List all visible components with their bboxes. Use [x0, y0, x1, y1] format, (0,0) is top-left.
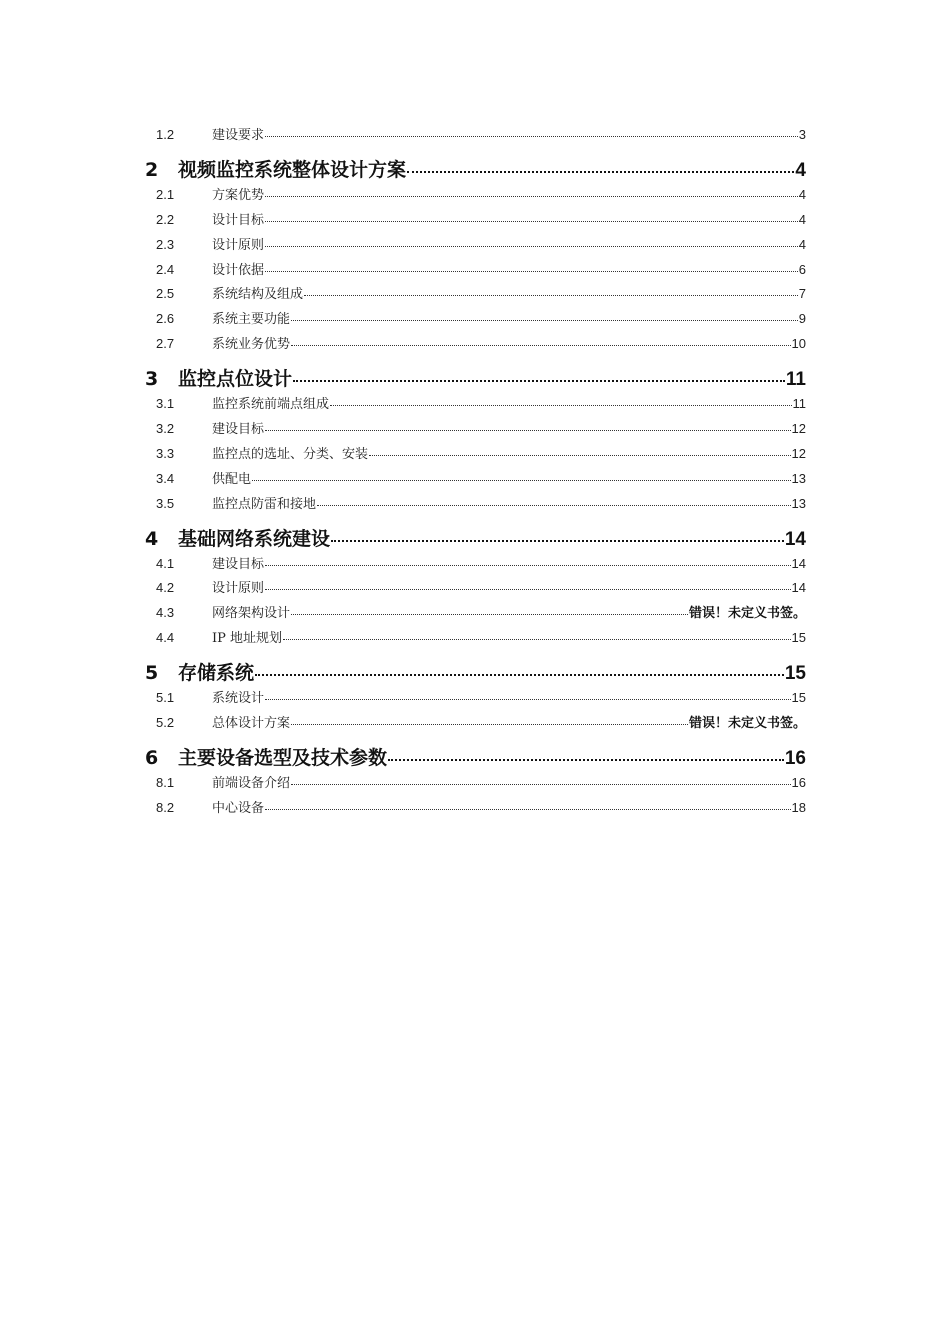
toc-page-number: 7	[798, 286, 806, 302]
toc-entry-number: 4.2	[156, 580, 175, 596]
toc-section-entry[interactable]	[145, 627, 806, 652]
toc-entry-number: 4.1	[156, 555, 175, 571]
toc-page-number: 15	[791, 630, 806, 646]
toc-section-entry[interactable]	[145, 797, 806, 822]
toc-page-number: 4	[798, 186, 806, 202]
toc-entry-title: 系统设计	[212, 691, 265, 707]
toc-entry-title: 网络架构设计	[212, 606, 291, 622]
toc-dot-leader	[407, 171, 794, 173]
toc-dot-leader	[265, 565, 791, 566]
toc-entry-number: 2.1	[156, 186, 175, 202]
toc-entry-number: 8.2	[156, 799, 175, 815]
toc-page-number: 12	[791, 421, 806, 437]
toc-dot-leader	[265, 589, 791, 590]
toc-dot-leader	[265, 809, 791, 810]
toc-entry-title: 设计依据	[212, 262, 265, 278]
toc-page-number: 4	[798, 211, 806, 227]
toc-dot-leader	[293, 380, 785, 382]
toc-entry-number: 4.4	[156, 630, 175, 646]
toc-entry-number: 2.5	[156, 286, 175, 302]
toc-dot-leader	[265, 136, 798, 137]
toc-bookmark-error: 错误！未定义书签。	[688, 716, 806, 732]
toc-entry-number: 2.4	[156, 261, 175, 277]
toc-page-number: 6	[798, 261, 806, 277]
toc-entry-number: 3.2	[156, 421, 175, 437]
table-of-contents	[145, 124, 806, 822]
toc-entry-number: 2.7	[156, 336, 175, 352]
toc-entry-number: 6	[145, 746, 159, 769]
toc-page-number: 3	[798, 127, 806, 142]
toc-entry-number: 5	[145, 662, 159, 685]
toc-page-number: 16	[791, 774, 806, 790]
toc-dot-leader	[291, 614, 688, 615]
toc-page-number: 4	[795, 159, 806, 181]
toc-entry-number: 3.3	[156, 445, 175, 461]
toc-dot-leader	[265, 699, 791, 700]
toc-page-number: 4	[798, 236, 806, 252]
toc-section-entry[interactable]	[145, 333, 806, 358]
toc-section-entry[interactable]	[145, 393, 806, 418]
toc-page-number: 15	[791, 690, 806, 706]
toc-entry-number: 3.1	[156, 396, 175, 412]
toc-entry-title: 监控点防雷和接地	[212, 496, 317, 512]
toc-page-number: 14	[791, 580, 806, 596]
toc-section-entry[interactable]	[145, 443, 806, 468]
toc-dot-leader	[291, 345, 791, 346]
toc-dot-leader	[331, 540, 784, 542]
toc-entry-title: 系统业务优势	[212, 337, 291, 353]
toc-entry-title: 视频监控系统整体设计方案	[178, 158, 407, 181]
toc-entry-number: 8.1	[156, 774, 175, 790]
toc-section-entry[interactable]	[145, 712, 806, 737]
toc-entry-title: 方案优势	[212, 187, 265, 203]
toc-entry-number: 3.4	[156, 470, 175, 486]
toc-page-number: 13	[791, 495, 806, 511]
toc-entry-number: 1.2	[156, 127, 175, 142]
toc-entry-title: 存储系统	[178, 662, 255, 685]
toc-section-entry[interactable]	[145, 283, 806, 308]
toc-section-entry[interactable]	[145, 184, 806, 209]
toc-page-number: 14	[784, 528, 806, 550]
toc-entry-number: 5.2	[156, 715, 175, 731]
toc-entry-number: 4	[145, 527, 159, 550]
toc-dot-leader	[283, 639, 791, 640]
toc-entry-title: 建设目标	[212, 556, 265, 572]
toc-dot-leader	[265, 430, 791, 431]
toc-section-entry[interactable]	[145, 418, 806, 443]
toc-entry-title: 主要设备选型及技术参数	[178, 746, 388, 769]
toc-page-number: 9	[798, 311, 806, 327]
toc-dot-leader	[304, 295, 798, 296]
toc-dot-leader	[265, 271, 798, 272]
toc-section-entry[interactable]	[145, 602, 806, 627]
toc-page-number: 15	[784, 663, 806, 685]
toc-section-entry[interactable]	[145, 772, 806, 797]
toc-entry-title: 设计目标	[212, 212, 265, 228]
toc-page-number: 11	[785, 369, 806, 391]
toc-dot-leader	[265, 246, 798, 247]
toc-entry-number: 2.2	[156, 211, 175, 227]
toc-entry-title: 建设要求	[212, 128, 265, 143]
toc-dot-leader	[317, 505, 791, 506]
toc-entry-title: 中心设备	[212, 800, 265, 816]
toc-entry-number: 4.3	[156, 605, 175, 621]
toc-dot-leader	[388, 759, 784, 761]
toc-entry-title: 前端设备介绍	[212, 775, 291, 791]
toc-page-number: 10	[791, 336, 806, 352]
toc-entry-title: 建设目标	[212, 422, 265, 438]
toc-entry-title: 总体设计方案	[212, 716, 291, 732]
toc-chapter-entry[interactable]	[145, 518, 806, 553]
toc-dot-leader	[369, 455, 791, 456]
toc-section-entry[interactable]	[145, 493, 806, 518]
toc-dot-leader	[330, 405, 791, 406]
toc-chapter-entry[interactable]	[145, 737, 806, 772]
toc-entry-title: 供配电	[212, 471, 252, 487]
toc-section-entry[interactable]	[145, 308, 806, 333]
toc-dot-leader	[265, 221, 798, 222]
toc-section-entry[interactable]	[145, 234, 806, 259]
toc-entry-number: 3.5	[156, 495, 175, 511]
toc-entry-title: 监控点位设计	[178, 368, 293, 391]
toc-dot-leader	[291, 784, 791, 785]
toc-bookmark-error: 错误！未定义书签。	[688, 606, 806, 622]
toc-entry-title: 系统主要功能	[212, 312, 291, 328]
toc-entry-title: 监控系统前端点组成	[212, 397, 330, 413]
toc-chapter-entry[interactable]	[145, 652, 806, 687]
toc-page-number: 16	[784, 747, 806, 769]
toc-section-entry[interactable]	[145, 124, 806, 149]
toc-section-entry[interactable]	[145, 687, 806, 712]
toc-entry-title: 设计原则	[212, 237, 265, 253]
toc-dot-leader	[265, 196, 798, 197]
toc-page-number: 14	[791, 555, 806, 571]
toc-section-entry[interactable]	[145, 553, 806, 578]
toc-dot-leader	[291, 320, 798, 321]
toc-entry-number: 5.1	[156, 690, 175, 706]
toc-entry-title: 系统结构及组成	[212, 287, 304, 303]
toc-page-number: 11	[792, 396, 806, 412]
toc-section-entry[interactable]	[145, 577, 806, 602]
toc-entry-number: 2	[145, 158, 159, 181]
toc-entry-title: 设计原则	[212, 581, 265, 597]
toc-page-number: 13	[791, 470, 806, 486]
toc-entry-number: 2.3	[156, 236, 175, 252]
toc-entry-number: 2.6	[156, 311, 175, 327]
toc-chapter-entry[interactable]	[145, 358, 806, 393]
toc-dot-leader	[255, 674, 784, 676]
toc-entry-title: 监控点的选址、分类、安装	[212, 446, 369, 462]
toc-page-number: 18	[791, 799, 806, 815]
toc-section-entry[interactable]	[145, 209, 806, 234]
toc-entry-title: 基础网络系统建设	[178, 527, 331, 550]
toc-dot-leader	[291, 724, 688, 725]
toc-chapter-entry[interactable]	[145, 149, 806, 184]
toc-section-entry[interactable]	[145, 259, 806, 284]
toc-entry-number: 3	[145, 368, 159, 391]
toc-entry-title: IP 地址规划	[212, 631, 283, 647]
toc-dot-leader	[252, 480, 791, 481]
toc-page-number: 12	[791, 445, 806, 461]
toc-section-entry[interactable]	[145, 468, 806, 493]
